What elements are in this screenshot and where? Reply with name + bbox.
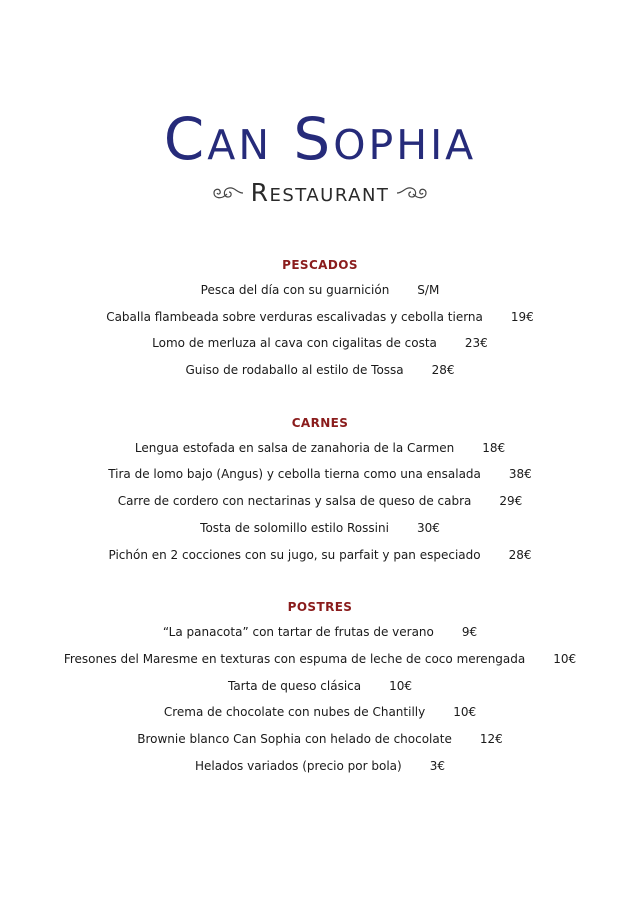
menu-item [0,277,640,304]
restaurant-name: Can Sophia [163,105,477,173]
dish-price: 9€ [461,625,478,640]
dish-name: Helados variados (precio por bola) [195,758,402,773]
menu-item [0,726,640,753]
menu-item [0,699,640,726]
dish-name: Caballa flambeada sobre verduras escalivadas y cebolla tierna [106,309,483,324]
dish-name: Lomo de merluza al cava con cigalitas de costa [152,336,437,351]
menu-section-pescados [0,253,640,384]
subtitle-row [0,178,640,208]
dish-price: 38€ [508,467,532,482]
dish-price: 23€ [464,336,488,351]
menu-section-postres [0,595,640,779]
dish-name: Tosta de solomillo estilo Rossini [200,520,389,535]
dish-name: Crema de chocolate con nubes de Chantilly [163,705,426,720]
dish-price: 10€ [453,705,477,720]
restaurant-subtitle: Restaurant [250,178,390,207]
menu-item [0,304,640,331]
dish-price: 3€ [429,758,445,773]
menu-item [0,461,640,488]
menu-item [0,753,640,780]
menu-item [0,673,640,700]
dish-price: 19€ [510,309,534,324]
dish-price: 28€ [508,547,532,562]
dish-name: Tarta de queso clásica [227,678,362,693]
menu-item [0,542,640,569]
dish-price: 29€ [499,494,523,509]
menu-item [0,488,640,515]
menu-item [0,435,640,462]
dish-price: 10€ [553,651,577,666]
dish-name: Pesca del día con su guarnición [200,283,390,297]
dish-name: “La panacota” con tartar de frutas de verano [162,625,434,640]
section-title: POSTRES [287,600,353,615]
section-title: PESCADOS [282,258,358,272]
dish-price: 12€ [479,731,503,746]
dish-price: 18€ [482,440,506,455]
dish-name: Carre de cordero con nectarinas y salsa de queso de cabra [117,494,472,509]
dish-price: S/M [417,283,440,297]
menu-body [0,253,640,806]
dish-name: Pichón en 2 cocciones con su jugo, su parfait y pan especiado [108,547,481,562]
restaurant-logo [0,104,640,208]
dish-name: Fresones del Maresme en texturas con espuma de leche de coco merengada [63,651,526,666]
dish-price: 28€ [431,363,455,378]
section-title: CARNES [291,415,349,430]
dish-name: Brownie blanco Can Sophia con helado de chocolate [137,731,452,746]
menu-item [0,619,640,646]
dish-price: 30€ [416,520,440,535]
menu-item [0,330,640,357]
menu-section-carnes [0,411,640,568]
dish-name: Tira de lomo bajo (Angus) y cebolla tierna como una ensalada [108,467,481,482]
menu-item [0,357,640,384]
right-ornament-icon [395,184,429,202]
dish-name: Guiso de rodaballo al estilo de Tossa [185,363,404,378]
dish-price: 10€ [389,678,413,693]
menu-item [0,515,640,542]
dish-name: Lengua estofada en salsa de zanahoria de la Carmen [134,440,455,455]
menu-item [0,646,640,673]
left-ornament-icon [211,184,245,202]
